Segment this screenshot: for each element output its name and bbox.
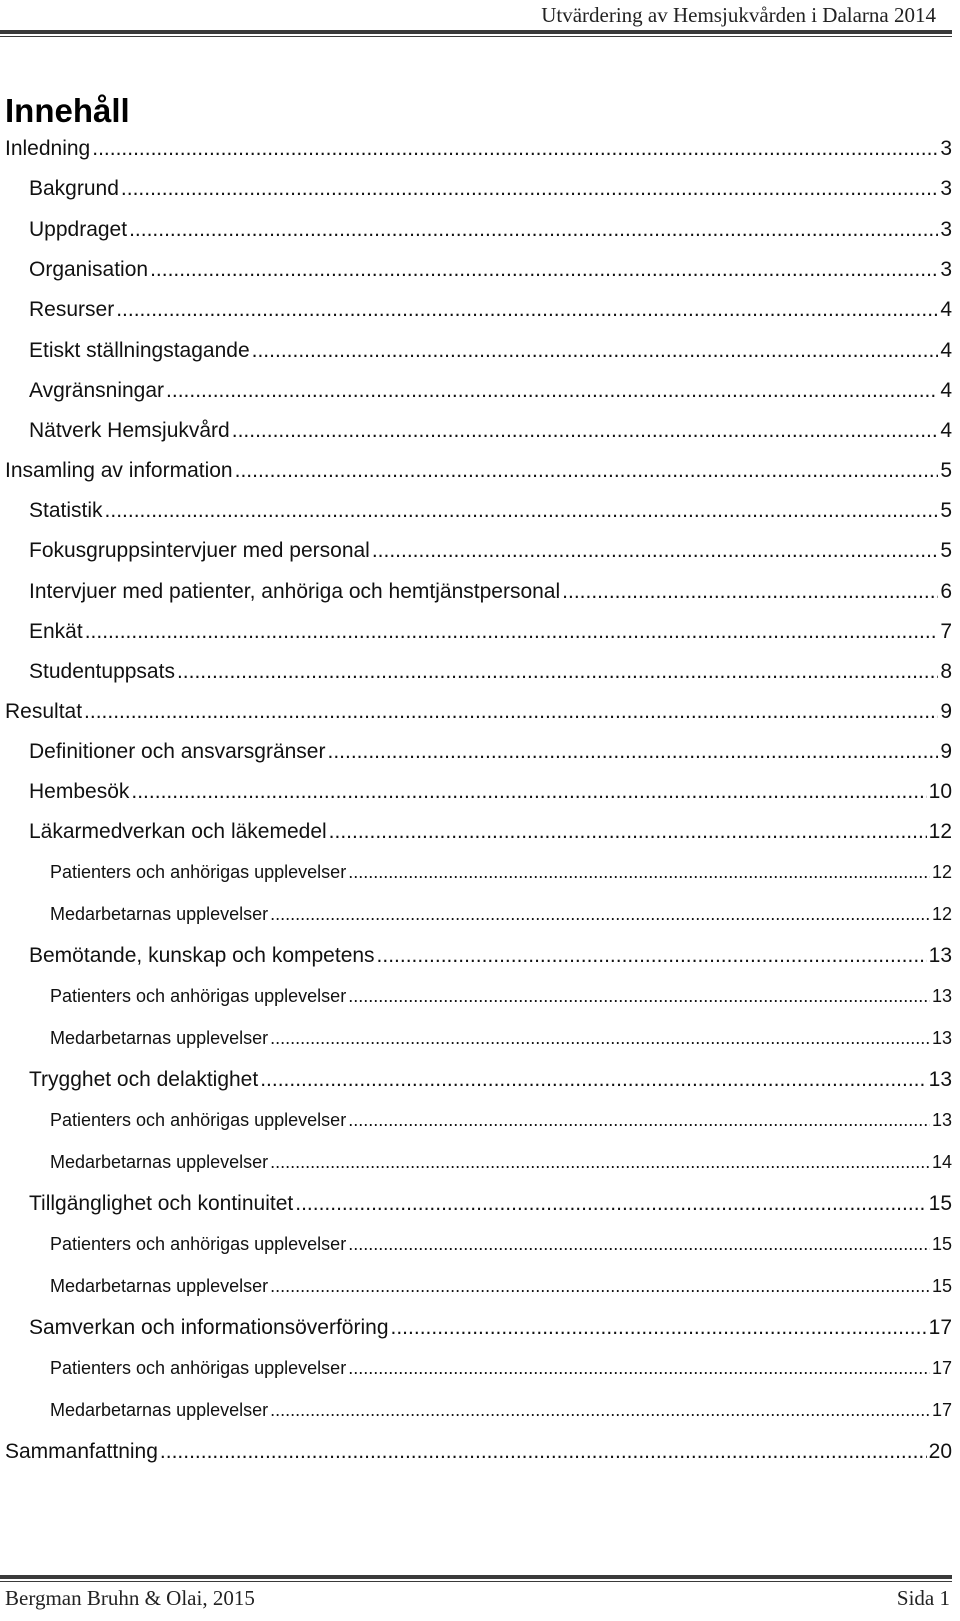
toc-entry-label: Resultat	[5, 700, 83, 723]
toc-leader-dots	[327, 740, 938, 764]
toc-entry-label: Etiskt ställningstagande	[29, 339, 250, 362]
toc-entry-fokusgrupp[interactable]	[29, 539, 952, 563]
toc-entry-bakgrund[interactable]	[29, 177, 952, 201]
toc-entry-studentuppsats[interactable]	[29, 660, 952, 684]
toc-page-number: 17	[931, 1358, 952, 1378]
toc-entry-label: Medarbetarnas upplevelser	[50, 904, 269, 924]
toc-entry-label: Patienters och anhörigas upplevelser	[50, 862, 347, 882]
toc-entry-inledning[interactable]	[5, 137, 952, 161]
toc-entry-label: Studentuppsats	[29, 660, 175, 683]
toc-entry-label: Insamling av information	[5, 459, 233, 482]
toc-entry-organisation[interactable]	[29, 258, 952, 282]
toc-leader-dots	[270, 1276, 930, 1297]
toc-entry-medarbetarnas-12[interactable]	[50, 904, 952, 925]
toc-entry-label: Nätverk Hemsjukvård	[29, 419, 230, 442]
toc-leader-dots	[92, 137, 938, 161]
toc-leader-dots	[121, 177, 938, 201]
toc-leader-dots	[348, 1234, 930, 1255]
toc-page-number: 4	[940, 419, 952, 442]
toc-entry-patienters-12[interactable]	[50, 862, 952, 883]
toc-page-number: 10	[928, 780, 952, 803]
toc-entry-tillganglighet[interactable]	[29, 1192, 952, 1216]
toc-entry-label: Medarbetarnas upplevelser	[50, 1028, 269, 1048]
toc-entry-label: Hembesök	[29, 780, 130, 803]
header-rule-thick	[0, 30, 952, 34]
toc-leader-dots	[150, 258, 938, 282]
toc-page-number: 12	[931, 904, 952, 924]
toc-leader-dots	[131, 780, 926, 804]
toc-entry-definitioner[interactable]	[29, 740, 952, 764]
footer-authors: Bergman Bruhn & Olai, 2015	[5, 1586, 255, 1610]
toc-page-number: 13	[931, 1028, 952, 1048]
toc-entry-label: Patienters och anhörigas upplevelser	[50, 986, 347, 1006]
toc-page-number: 13	[931, 986, 952, 1006]
footer-rule-thick	[0, 1575, 952, 1579]
toc-entry-label: Definitioner och ansvarsgränser	[29, 740, 326, 763]
toc-page-number: 4	[940, 379, 952, 402]
toc-entry-label: Trygghet och delaktighet	[29, 1068, 259, 1091]
toc-entry-label: Avgränsningar	[29, 379, 165, 402]
toc-leader-dots	[270, 904, 930, 925]
toc-entry-medarbetarnas-17[interactable]	[50, 1400, 952, 1421]
toc-entry-patienters-13a[interactable]	[50, 986, 952, 1007]
toc-leader-dots	[105, 499, 939, 523]
toc-page-number: 13	[931, 1110, 952, 1130]
toc-page-number: 12	[928, 820, 952, 843]
toc-page-number: 15	[931, 1234, 952, 1254]
toc-entry-label: Patienters och anhörigas upplevelser	[50, 1110, 347, 1130]
toc-entry-enkat[interactable]	[29, 620, 952, 644]
toc-leader-dots	[348, 986, 930, 1007]
toc-leader-dots	[348, 1110, 930, 1131]
toc-page-number: 9	[940, 700, 952, 723]
toc-page-number: 7	[940, 620, 952, 643]
toc-entry-medarbetarnas-15[interactable]	[50, 1276, 952, 1297]
toc-page-number: 15	[931, 1276, 952, 1296]
toc-leader-dots	[116, 298, 938, 322]
toc-page-number: 5	[940, 459, 952, 482]
toc-entry-patienters-15[interactable]	[50, 1234, 952, 1255]
toc-entry-label: Medarbetarnas upplevelser	[50, 1152, 269, 1172]
toc-leader-dots	[232, 419, 939, 443]
toc-leader-dots	[329, 820, 927, 844]
toc-page-number: 3	[940, 137, 952, 160]
toc-entry-hembesok[interactable]	[29, 780, 952, 804]
toc-page-number: 20	[928, 1440, 952, 1463]
toc-leader-dots	[235, 459, 939, 483]
toc-page-number: 4	[940, 298, 952, 321]
toc-entry-medarbetarnas-13[interactable]	[50, 1028, 952, 1049]
toc-page-number: 3	[940, 258, 952, 281]
toc-page-number: 5	[940, 539, 952, 562]
toc-entry-label: Tillgänglighet och kontinuitet	[29, 1192, 294, 1215]
toc-page-number: 4	[940, 339, 952, 362]
toc-entry-intervjuer[interactable]	[29, 580, 952, 604]
toc-page-number: 5	[940, 499, 952, 522]
toc-leader-dots	[260, 1068, 926, 1092]
toc-entry-label: Bakgrund	[29, 177, 119, 200]
toc-leader-dots	[270, 1400, 930, 1421]
toc-leader-dots	[377, 944, 927, 968]
toc-entry-resultat[interactable]	[5, 700, 952, 724]
toc-entry-bemotande[interactable]	[29, 944, 952, 968]
toc-entry-resurser[interactable]	[29, 298, 952, 322]
toc-page-number: 14	[931, 1152, 952, 1172]
toc-entry-samverkan[interactable]	[29, 1316, 952, 1340]
toc-leader-dots	[372, 539, 938, 563]
toc-leader-dots	[177, 660, 938, 684]
toc-leader-dots	[270, 1152, 930, 1173]
toc-entry-label: Samverkan och informationsöverföring	[29, 1316, 389, 1339]
toc-leader-dots	[129, 218, 938, 242]
toc-page-number: 9	[940, 740, 952, 763]
toc-entry-label: Fokusgruppsintervjuer med personal	[29, 539, 370, 562]
toc-leader-dots	[295, 1192, 926, 1216]
running-header-title: Utvärdering av Hemsjukvården i Dalarna 2014	[541, 3, 936, 27]
toc-page-number: 8	[940, 660, 952, 683]
toc-leader-dots	[270, 1028, 930, 1049]
toc-entry-natverk[interactable]	[29, 419, 952, 443]
toc-entry-sammanfattning[interactable]	[5, 1440, 952, 1464]
toc-entry-label: Inledning	[5, 137, 91, 160]
toc-page-number: 3	[940, 177, 952, 200]
toc-entry-insamling[interactable]	[5, 459, 952, 483]
footer-rule-thin	[0, 1581, 952, 1582]
toc-leader-dots	[348, 1358, 930, 1379]
footer-page-number: Sida 1	[896, 1586, 950, 1610]
toc-leader-dots	[391, 1316, 927, 1340]
toc-entry-label: Bemötande, kunskap och kompetens	[29, 944, 375, 967]
toc-leader-dots	[166, 379, 938, 403]
toc-page-number: 6	[940, 580, 952, 603]
toc-entry-label: Enkät	[29, 620, 83, 643]
toc-page-number: 3	[940, 218, 952, 241]
header-rule-thin	[0, 36, 952, 37]
toc-leader-dots	[348, 862, 930, 883]
toc-entry-avgransningar[interactable]	[29, 379, 952, 403]
toc-leader-dots	[160, 1440, 927, 1464]
toc-entry-statistik[interactable]	[29, 499, 952, 523]
toc-leader-dots	[562, 580, 938, 604]
toc-leader-dots	[85, 620, 939, 644]
toc-entry-lakarmedverkan[interactable]	[29, 820, 952, 844]
toc-leader-dots	[84, 700, 938, 724]
toc-entry-trygghet[interactable]	[29, 1068, 952, 1092]
toc-entry-etiskt[interactable]	[29, 339, 952, 363]
toc-page-number: 17	[928, 1316, 952, 1339]
toc-entry-label: Sammanfattning	[5, 1440, 158, 1463]
toc-entry-medarbetarnas-14[interactable]	[50, 1152, 952, 1173]
toc-page-number: 13	[928, 1068, 952, 1091]
toc-entry-patienters-17[interactable]	[50, 1358, 952, 1379]
toc-page-number: 12	[931, 862, 952, 882]
toc-leader-dots	[252, 339, 939, 363]
toc-entry-label: Statistik	[29, 499, 103, 522]
toc-page-number: 13	[928, 944, 952, 967]
toc-entry-label: Uppdraget	[29, 218, 128, 241]
toc-entry-label: Organisation	[29, 258, 149, 281]
toc-entry-label: Resurser	[29, 298, 115, 321]
toc-heading: Innehåll	[5, 92, 130, 129]
toc-page-number: 17	[931, 1400, 952, 1420]
toc-entry-label: Intervjuer med patienter, anhöriga och hemtjänstpersonal	[29, 580, 561, 603]
toc-page-number: 15	[928, 1192, 952, 1215]
toc-entry-label: Patienters och anhörigas upplevelser	[50, 1234, 347, 1254]
toc-entry-label: Medarbetarnas upplevelser	[50, 1276, 269, 1296]
toc-entry-label: Läkarmedverkan och läkemedel	[29, 820, 327, 843]
toc-entry-label: Patienters och anhörigas upplevelser	[50, 1358, 347, 1378]
toc-entry-label: Medarbetarnas upplevelser	[50, 1400, 269, 1420]
toc-entry-patienters-13b[interactable]	[50, 1110, 952, 1131]
toc-entry-uppdraget[interactable]	[29, 218, 952, 242]
